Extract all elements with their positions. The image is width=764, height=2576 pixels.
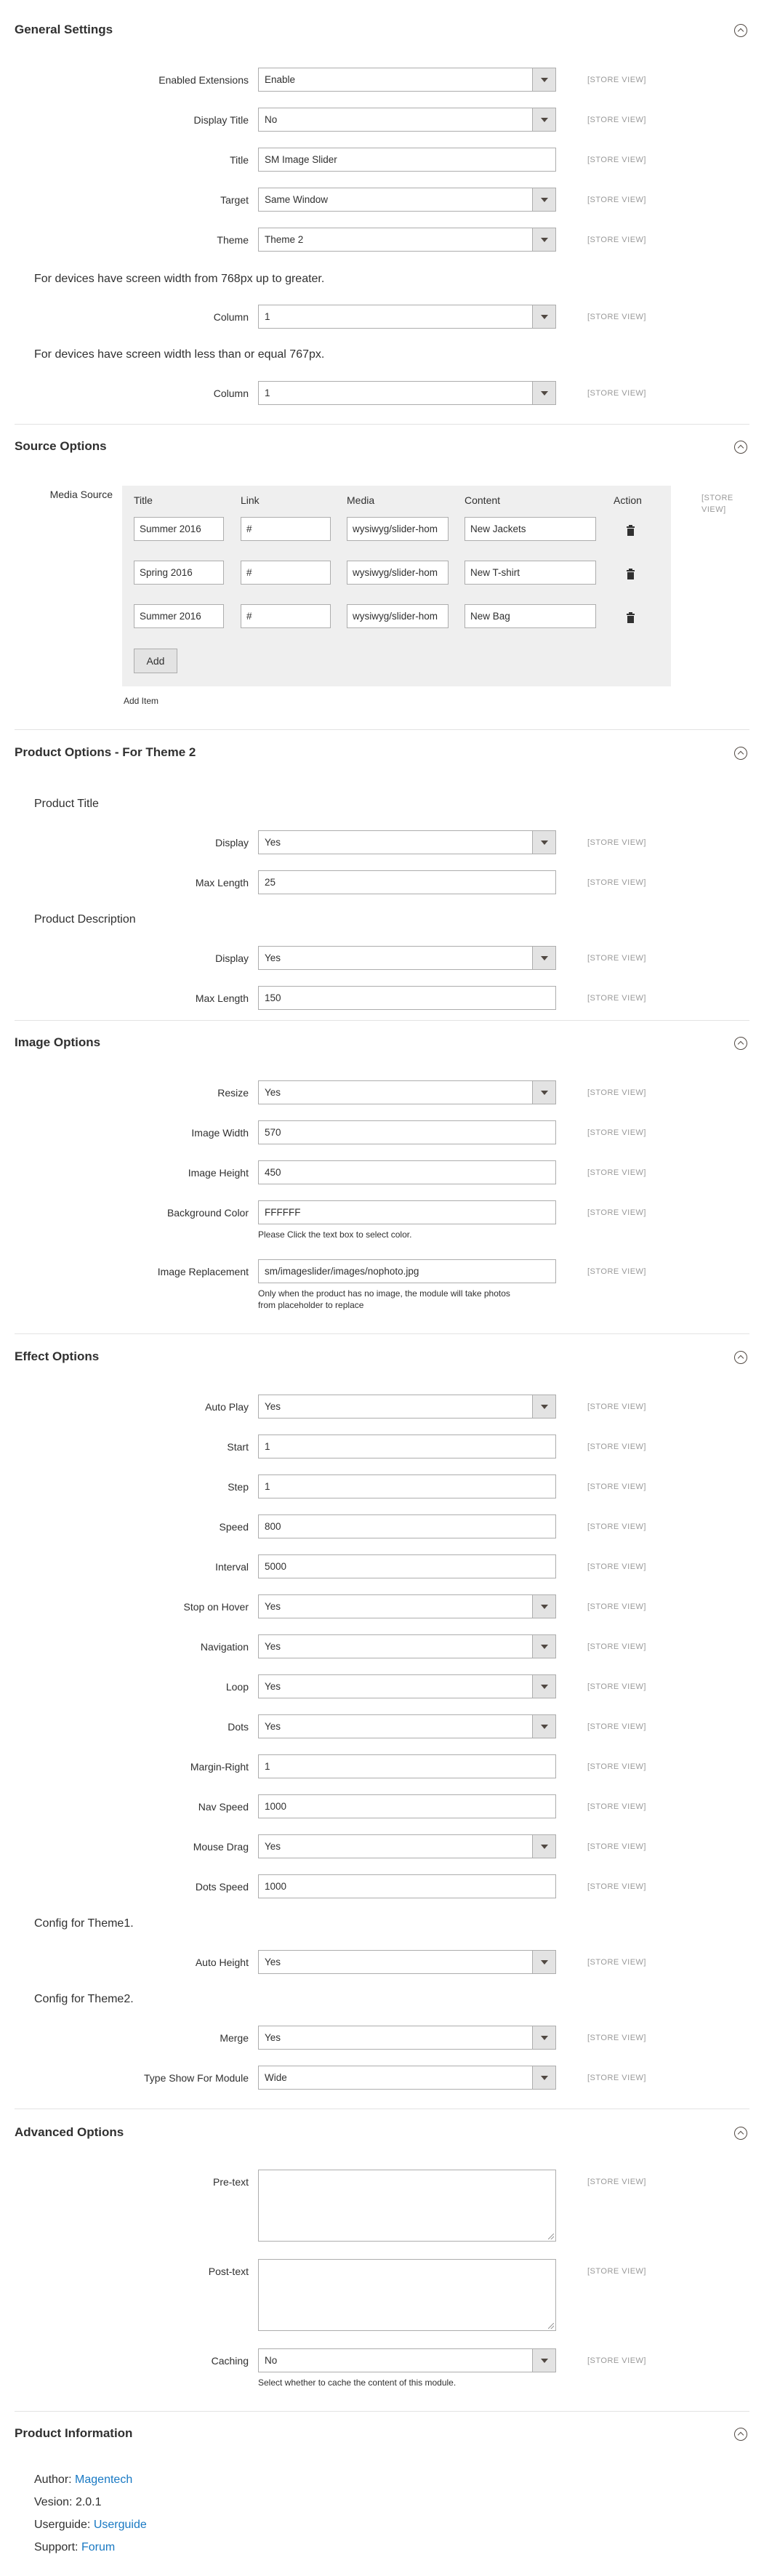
dots-speed-input[interactable]: 1000 bbox=[258, 1874, 556, 1898]
loop-label: Loop bbox=[225, 1681, 249, 1693]
product-information-title[interactable]: Product Information bbox=[15, 2426, 133, 2440]
auto-play-select[interactable] bbox=[258, 1395, 556, 1419]
select-value: No bbox=[265, 2355, 278, 2366]
margin-right-label: Margin-Right bbox=[190, 1761, 249, 1773]
navigation-select[interactable] bbox=[258, 1634, 556, 1658]
chevron-down-icon bbox=[532, 1395, 555, 1418]
chevron-down-icon bbox=[532, 1715, 555, 1738]
scope-label: [STORE VIEW] bbox=[587, 116, 646, 124]
type-show-select[interactable] bbox=[258, 2066, 556, 2090]
collapse-icon[interactable] bbox=[734, 1351, 747, 1364]
scope-label: [STORE VIEW] bbox=[587, 1802, 646, 1811]
start-label: Start bbox=[227, 1441, 249, 1453]
scope-label: [STORE VIEW] bbox=[587, 1682, 646, 1691]
select-value: Yes bbox=[265, 952, 281, 963]
scope-label: [STORE VIEW] bbox=[587, 2074, 646, 2082]
scope-label: [STORE VIEW] bbox=[587, 2034, 646, 2042]
chevron-down-icon bbox=[532, 2026, 555, 2049]
chevron-down-icon bbox=[532, 305, 555, 328]
auto-play-label: Auto Play bbox=[205, 1401, 249, 1413]
chevron-down-icon bbox=[532, 831, 555, 854]
mobile-note: For devices have screen width less than or equal 767px. bbox=[34, 348, 325, 361]
scope-label: [STORE VIEW] bbox=[587, 994, 646, 1003]
source-options-title[interactable]: Source Options bbox=[15, 439, 107, 453]
step-label: Step bbox=[228, 1481, 249, 1493]
resize-label: Resize bbox=[217, 1087, 249, 1099]
scope-label: [STORE VIEW] bbox=[587, 1443, 646, 1451]
scope-label: [STORE VIEW] bbox=[587, 1882, 646, 1891]
column-header-action: Action bbox=[614, 494, 642, 506]
row-link-input[interactable]: # bbox=[241, 561, 331, 585]
row-media-input[interactable]: wysiwyg/slider-hom bbox=[347, 604, 449, 628]
image-replacement-input[interactable]: sm/imageslider/images/nophoto.jpg bbox=[258, 1259, 556, 1283]
column-label: Column bbox=[213, 388, 249, 399]
type-show-label: Type Show For Module bbox=[144, 2072, 249, 2084]
auto-height-label: Auto Height bbox=[195, 1957, 249, 1968]
chevron-down-icon bbox=[532, 1835, 555, 1858]
pre-text-label: Pre-text bbox=[212, 2176, 249, 2188]
advanced-options-title[interactable]: Advanced Options bbox=[15, 2125, 124, 2139]
loop-select[interactable] bbox=[258, 1674, 556, 1698]
display-title-label: Display Title bbox=[193, 114, 249, 126]
version-row bbox=[34, 2496, 102, 2509]
scope-label: VIEW] bbox=[701, 505, 726, 514]
section-divider bbox=[15, 1020, 749, 1021]
chevron-down-icon bbox=[532, 947, 555, 969]
select-value: Yes bbox=[265, 1087, 281, 1098]
image-width-label: Image Width bbox=[191, 1127, 249, 1139]
scope-label: [STORE VIEW] bbox=[587, 1642, 646, 1651]
background-color-input[interactable]: FFFFFF bbox=[258, 1200, 556, 1224]
chevron-down-icon bbox=[532, 1675, 555, 1698]
scope-label: [STORE VIEW] bbox=[587, 1403, 646, 1411]
scope-label: [STORE VIEW] bbox=[587, 1128, 646, 1137]
enabled-extensions-label: Enabled Extensions bbox=[158, 74, 249, 86]
chevron-down-icon bbox=[532, 1951, 555, 1973]
author-link[interactable]: Magentech bbox=[75, 2473, 133, 2486]
version-label: Vesion: bbox=[34, 2496, 73, 2508]
add-item-link[interactable]: Add Item bbox=[124, 696, 159, 706]
select-value: No bbox=[265, 114, 278, 125]
row-title-input[interactable]: Spring 2016 bbox=[134, 561, 224, 585]
theme1-config-heading: Config for Theme1. bbox=[34, 1917, 134, 1930]
desktop-note: For devices have screen width from 768px up to greater. bbox=[34, 273, 325, 285]
general-settings-title[interactable]: General Settings bbox=[15, 23, 113, 36]
pre-text-textarea[interactable] bbox=[258, 2170, 556, 2242]
start-input[interactable]: 1 bbox=[258, 1435, 556, 1458]
target-label: Target bbox=[220, 194, 249, 206]
display-label: Display bbox=[215, 837, 249, 848]
speed-input[interactable]: 800 bbox=[258, 1514, 556, 1538]
scope-label: [STORE VIEW] bbox=[587, 156, 646, 164]
max-length-label: Max Length bbox=[195, 877, 249, 888]
row-link-input[interactable]: # bbox=[241, 604, 331, 628]
image-width-input[interactable]: 570 bbox=[258, 1120, 556, 1144]
collapse-icon[interactable] bbox=[734, 2428, 747, 2441]
column-label: Column bbox=[213, 311, 249, 323]
scope-label: [STORE VIEW] bbox=[587, 389, 646, 398]
scope-label: [STORE VIEW] bbox=[587, 76, 646, 84]
media-source-label: Media Source bbox=[49, 489, 113, 500]
row-title-input[interactable]: Summer 2016 bbox=[134, 517, 224, 541]
collapse-icon[interactable] bbox=[734, 1037, 747, 1050]
navigation-label: Navigation bbox=[200, 1641, 249, 1653]
support-row bbox=[34, 2541, 115, 2554]
mouse-drag-label: Mouse Drag bbox=[193, 1841, 249, 1853]
select-value: 1 bbox=[265, 388, 270, 398]
scope-label: [STORE VIEW] bbox=[587, 838, 646, 847]
title-input[interactable]: SM Image Slider bbox=[258, 148, 556, 172]
select-value: Yes bbox=[265, 1401, 281, 1412]
row-link-input[interactable]: # bbox=[241, 517, 331, 541]
post-text-textarea[interactable] bbox=[258, 2259, 556, 2331]
section-divider bbox=[15, 2108, 749, 2109]
select-value: Yes bbox=[265, 1721, 281, 1732]
scope-label: [STORE VIEW] bbox=[587, 1562, 646, 1571]
image-replacement-label: Image Replacement bbox=[157, 1266, 249, 1277]
scope-label: [STORE VIEW] bbox=[587, 1168, 646, 1177]
chevron-down-icon bbox=[532, 2066, 555, 2089]
image-replacement-note: Only when the product has no image, the module will take photos bbox=[258, 1288, 510, 1299]
trash-icon[interactable] bbox=[627, 614, 635, 623]
product-options-title[interactable]: Product Options - For Theme 2 bbox=[15, 745, 196, 759]
scope-label: [STORE VIEW] bbox=[587, 196, 646, 204]
select-value: Wide bbox=[265, 2072, 287, 2083]
section-divider bbox=[15, 424, 749, 425]
version-value: 2.0.1 bbox=[75, 2496, 102, 2508]
theme-select[interactable] bbox=[258, 228, 556, 252]
chevron-down-icon bbox=[532, 1081, 555, 1104]
description-max-length-input[interactable]: 150 bbox=[258, 986, 556, 1010]
scope-label: [STORE VIEW] bbox=[587, 878, 646, 887]
image-options-title[interactable]: Image Options bbox=[15, 1035, 101, 1049]
chevron-down-icon bbox=[532, 2349, 555, 2372]
column-desktop-select[interactable] bbox=[258, 305, 556, 329]
row-title-input[interactable]: Summer 2016 bbox=[134, 604, 224, 628]
row-content-input[interactable]: New T-shirt bbox=[465, 561, 596, 585]
interval-input[interactable]: 5000 bbox=[258, 1554, 556, 1578]
scope-label: [STORE VIEW] bbox=[587, 1602, 646, 1611]
select-value: Yes bbox=[265, 2032, 281, 2043]
collapse-icon[interactable] bbox=[734, 24, 747, 37]
product-title-heading: Product Title bbox=[34, 798, 99, 810]
scope-label: [STORE VIEW] bbox=[587, 1958, 646, 1967]
effect-options-title[interactable]: Effect Options bbox=[15, 1349, 100, 1363]
userguide-label: Userguide: bbox=[34, 2519, 91, 2531]
collapse-icon[interactable] bbox=[734, 2127, 747, 2140]
select-value: 1 bbox=[265, 311, 270, 322]
support-link[interactable]: Forum bbox=[81, 2541, 116, 2553]
display-label: Display bbox=[215, 952, 249, 964]
select-value: Yes bbox=[265, 837, 281, 848]
step-input[interactable]: 1 bbox=[258, 1474, 556, 1498]
select-value: Theme 2 bbox=[265, 234, 304, 245]
support-label: Support: bbox=[34, 2541, 79, 2553]
dots-select[interactable] bbox=[258, 1714, 556, 1738]
background-color-note: Please Click the text box to select color. bbox=[258, 1229, 412, 1240]
scope-label: [STORE VIEW] bbox=[587, 2267, 646, 2276]
select-value: Yes bbox=[265, 1841, 281, 1852]
stop-on-hover-label: Stop on Hover bbox=[183, 1601, 249, 1613]
chevron-down-icon bbox=[532, 108, 555, 131]
chevron-down-icon bbox=[532, 68, 555, 91]
theme-label: Theme bbox=[217, 234, 249, 246]
chevron-down-icon bbox=[532, 228, 555, 251]
scope-label: [STORE VIEW] bbox=[587, 1522, 646, 1531]
image-replacement-note: from placeholder to replace bbox=[258, 1300, 364, 1310]
scope-label: [STORE VIEW] bbox=[587, 954, 646, 963]
display-title-select[interactable] bbox=[258, 108, 556, 132]
post-text-label: Post-text bbox=[208, 2266, 249, 2277]
image-height-input[interactable]: 450 bbox=[258, 1160, 556, 1184]
scope-label: [STORE VIEW] bbox=[587, 2356, 646, 2365]
trash-icon[interactable] bbox=[627, 526, 635, 536]
speed-label: Speed bbox=[219, 1521, 249, 1533]
title-display-select[interactable] bbox=[258, 830, 556, 854]
collapse-icon[interactable] bbox=[734, 441, 747, 454]
row-content-input[interactable]: New Bag bbox=[465, 604, 596, 628]
product-description-heading: Product Description bbox=[34, 913, 136, 926]
nav-speed-input[interactable]: 1000 bbox=[258, 1794, 556, 1818]
chevron-down-icon bbox=[532, 1595, 555, 1618]
nav-speed-label: Nav Speed bbox=[198, 1801, 249, 1813]
caching-note: Select whether to cache the content of this module. bbox=[258, 2378, 457, 2388]
caching-label: Caching bbox=[211, 2355, 249, 2367]
column-header-content: Content bbox=[465, 494, 501, 506]
merge-select[interactable] bbox=[258, 2026, 556, 2050]
scope-label: [STORE VIEW] bbox=[587, 313, 646, 321]
section-divider bbox=[15, 2411, 749, 2412]
image-height-label: Image Height bbox=[188, 1167, 249, 1179]
max-length-label: Max Length bbox=[195, 992, 249, 1004]
column-header-title: Title bbox=[134, 494, 153, 506]
row-media-input[interactable]: wysiwyg/slider-hom bbox=[347, 517, 449, 541]
author-row bbox=[34, 2473, 132, 2487]
margin-right-input[interactable]: 1 bbox=[258, 1754, 556, 1778]
chevron-down-icon bbox=[532, 382, 555, 404]
column-header-media: Media bbox=[347, 494, 375, 506]
title-label: Title bbox=[230, 154, 249, 166]
stop-on-hover-select[interactable] bbox=[258, 1594, 556, 1618]
scope-label: [STORE VIEW] bbox=[587, 1762, 646, 1771]
scope-label: [STORE VIEW] bbox=[587, 1208, 646, 1217]
scope-label: [STORE VIEW] bbox=[587, 2178, 646, 2186]
trash-icon[interactable] bbox=[627, 570, 635, 579]
chevron-down-icon bbox=[532, 188, 555, 211]
author-label: Author: bbox=[34, 2473, 72, 2486]
dots-label: Dots bbox=[228, 1721, 249, 1733]
scope-label: [STORE VIEW] bbox=[587, 236, 646, 244]
caching-select[interactable] bbox=[258, 2348, 556, 2372]
scope-label: [STORE VIEW] bbox=[587, 1722, 646, 1731]
merge-label: Merge bbox=[220, 2032, 249, 2044]
section-divider bbox=[15, 729, 749, 730]
row-media-input[interactable]: wysiwyg/slider-hom bbox=[347, 561, 449, 585]
media-source-table bbox=[122, 486, 671, 686]
auto-height-select[interactable] bbox=[258, 1950, 556, 1974]
column-header-link: Link bbox=[241, 494, 260, 506]
select-value: Yes bbox=[265, 1601, 281, 1612]
select-value: Yes bbox=[265, 1641, 281, 1652]
select-value: Yes bbox=[265, 1957, 281, 1967]
add-button[interactable]: Add bbox=[134, 649, 177, 673]
userguide-link[interactable]: Userguide bbox=[93, 2519, 147, 2531]
enabled-extensions-select[interactable] bbox=[258, 68, 556, 92]
select-value: Enable bbox=[265, 74, 296, 85]
title-max-length-input[interactable]: 25 bbox=[258, 870, 556, 894]
collapse-icon[interactable] bbox=[734, 747, 747, 760]
userguide-row bbox=[34, 2519, 147, 2532]
target-select[interactable] bbox=[258, 188, 556, 212]
chevron-down-icon bbox=[532, 1635, 555, 1658]
scope-label: [STORE bbox=[701, 494, 733, 502]
row-content-input[interactable]: New Jackets bbox=[465, 517, 596, 541]
section-divider bbox=[15, 1333, 749, 1334]
scope-label: [STORE VIEW] bbox=[587, 1482, 646, 1491]
scope-label: [STORE VIEW] bbox=[587, 1088, 646, 1097]
description-display-select[interactable] bbox=[258, 946, 556, 970]
background-color-label: Background Color bbox=[166, 1207, 249, 1219]
mouse-drag-select[interactable] bbox=[258, 1834, 556, 1858]
resize-select[interactable] bbox=[258, 1080, 556, 1104]
column-mobile-select[interactable] bbox=[258, 381, 556, 405]
dots-speed-label: Dots Speed bbox=[195, 1881, 249, 1893]
select-value: Yes bbox=[265, 1681, 281, 1692]
interval-label: Interval bbox=[215, 1561, 249, 1573]
theme2-config-heading: Config for Theme2. bbox=[34, 1993, 134, 2005]
scope-label: [STORE VIEW] bbox=[587, 1842, 646, 1851]
select-value: Same Window bbox=[265, 194, 329, 205]
scope-label: [STORE VIEW] bbox=[587, 1267, 646, 1276]
